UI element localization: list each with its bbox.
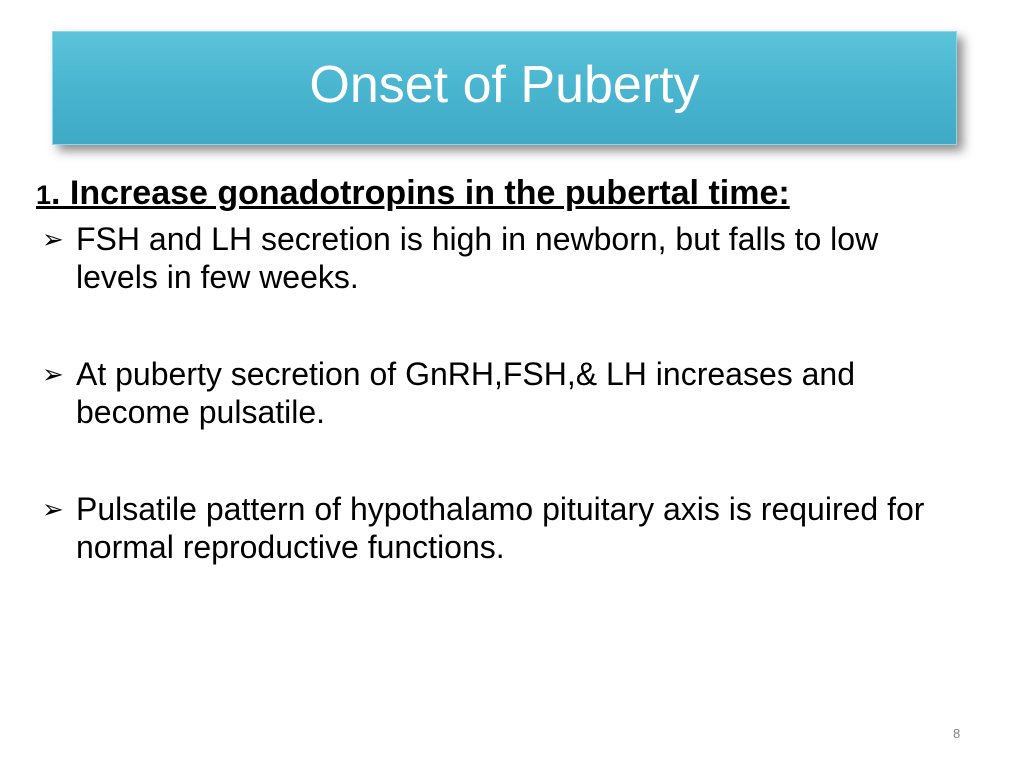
bullet-text: FSH and LH secretion is high in newborn, but falls to low levels in few weeks.: [76, 221, 879, 295]
heading-text: . Increase gonadotropins in the pubertal time:: [51, 174, 790, 212]
title-bar: [52, 31, 957, 145]
arrow-bullet-icon: ➢: [42, 494, 64, 524]
bullet-item: [36, 355, 936, 431]
section-heading: [36, 174, 896, 214]
bullet-item: [36, 220, 936, 296]
arrow-bullet-icon: ➢: [42, 359, 64, 389]
slide-content: [36, 174, 936, 566]
bullet-item: [36, 490, 936, 566]
slide-title: Onset of Puberty: [309, 56, 700, 114]
page-number: 8: [953, 726, 961, 741]
heading-number: 1: [36, 180, 52, 210]
bullet-text: Pulsatile pattern of hypothalamo pituitary axis is required for normal reproductive functions.: [76, 491, 925, 565]
bullet-list: [36, 220, 936, 566]
arrow-bullet-icon: ➢: [42, 224, 64, 254]
bullet-text: At puberty secretion of GnRH,FSH,& LH increases and become pulsatile.: [76, 356, 856, 430]
